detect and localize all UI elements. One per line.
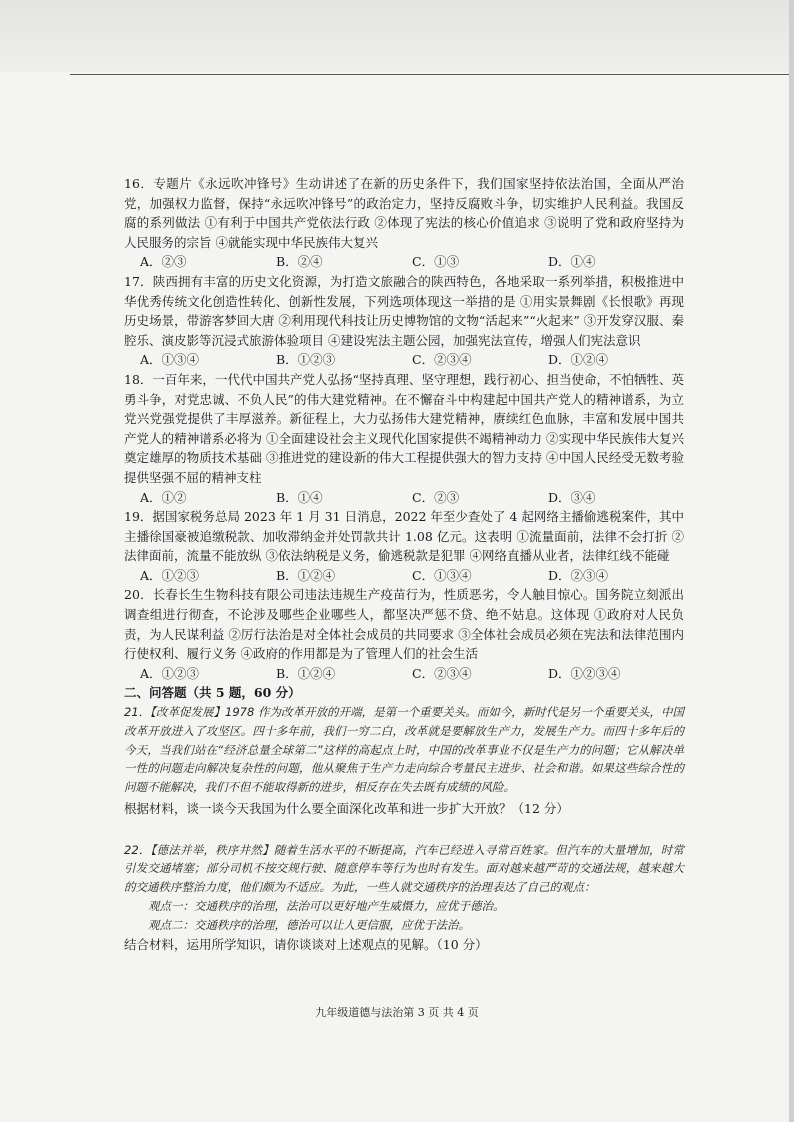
question-16-options (124, 252, 684, 272)
option-a: A．②③ (140, 254, 187, 270)
viewpoint-two: 观点二：交通秩序的治理，德治可以让人更信服，应优于法治。 (148, 917, 470, 932)
option-a: A．①③④ (140, 352, 200, 368)
question-21 (124, 703, 684, 819)
viewpoint-one: 观点一：交通秩序的治理，法治可以更好地产生威慑力，应优于德治。 (148, 899, 505, 913)
question-18-options (124, 488, 684, 508)
scan-edge-line (70, 74, 794, 75)
option-b: B．②④ (276, 254, 323, 270)
option-b: B．①②④ (276, 567, 336, 583)
option-a: A．①②③ (140, 665, 200, 681)
option-c: C．①③ (412, 254, 460, 270)
answer-space (124, 819, 684, 841)
option-d: D．②③④ (548, 567, 609, 583)
question-20 (124, 585, 684, 683)
option-d: D．③④ (548, 489, 596, 505)
option-b: B．①②③ (276, 352, 336, 368)
question-20-options (124, 664, 684, 684)
question-17 (124, 272, 684, 370)
option-c: C．①③④ (412, 567, 472, 583)
question-16-text: 16．专题片《永远吹冲锋号》生动讲述了在新的历史条件下，我们国家坚持依法治国，全面从严治党，加强权力监督，保持“永远吹冲锋号”的政治定力，坚持反腐败斗争，切实维护人民利益。我国反腐的系列做法 ①有利于中国共产党依法行政 ②体现了宪法的核心价值追求 ③说明了党和政府坚持为人民服务的宗旨 ④就能实现中华民族伟大复兴 (124, 176, 684, 250)
page-footer: 九年级道德与法治第 3 页 共 4 页 (315, 1006, 479, 1019)
question-22 (124, 841, 684, 955)
option-d: D．①②③④ (548, 665, 621, 681)
question-17-options (124, 350, 684, 370)
option-c: C．②③ (412, 489, 460, 505)
option-d: D．①④ (548, 254, 596, 270)
question-22-prompt: 结合材料，运用所学知识，请你谈谈对上述观点的见解。（10 分） (124, 936, 488, 952)
question-21-material: 21．【改革促发展】1978 作为改革开放的开端，是第一个重要关头。而如今，新时代是另一个重要关头，中国改革开放进入了攻坚区。四十多年前，我们一穷二白，改革就是要解放生产力，发展生产力。而四十多年后的今天，当我们站在“经济总量全球第二”这样的高起点上时，中国的改革事业不仅是生产力的问题；它从解决单一性的问题走向解决复杂性的问题，他从聚焦于生产力走向综合考量民主进步、社会和谐。如果这些综合性的问题不能解决，我们不但不能取得新的进步，相反存在失去既有成绩的风险。 (124, 705, 684, 795)
option-a: A．①②③ (140, 567, 200, 583)
scan-shadow-top (0, 0, 794, 72)
section-title: 二、问答题（共 5 题，60 分） (124, 685, 301, 701)
question-19 (124, 507, 684, 585)
question-16 (124, 174, 684, 272)
question-18-text: 18．一百年来，一代代中国共产党人弘扬“坚持真理、坚守理想，践行初心、担当使命，不怕牺牲、英勇斗争，对党忠诚、不负人民”的伟大建党精神。在不懈奋斗中构建起中国共产党人的精神谱系，为立党兴党强党提供了丰厚滋养。新征程上，大力弘扬伟大建党精神，赓续红色血脉，丰富和发展中国共产党人的精神谱系必将为 ①全面建设社会主义现代化国家提供不竭精神动力 ②实现中华民族伟大复兴奠定雄厚的物质技术基础 ③推进党的建设新的伟大工程提供强大的智力支持 ④中国人民经受无数考验提供坚强不屈的精神支柱 (124, 371, 684, 485)
scan-shadow-right (789, 0, 794, 1122)
question-19-options (124, 566, 684, 586)
question-22-material: 22．【德法并举，秩序井然】随着生活水平的不断提高，汽车已经进入寻常百姓家。但汽车的大量增加，时常引发交通堵塞；部分司机不按交规行驶、随意停车等行为也时有发生。面对越来越严苛的交通法规，越来越大的交通秩序整治力度，他们颇为不适应。为此，一些人就交通秩序的治理表达了自己的观点： (124, 842, 684, 895)
option-b: B．①④ (276, 489, 323, 505)
exam-content (124, 174, 684, 954)
option-c: C．②③④ (412, 352, 472, 368)
question-21-prompt: 根据材料，谈一谈今天我国为什么要全面深化改革和进一步扩大开放？（12 分） (124, 801, 569, 817)
question-17-text: 17．陕西拥有丰富的历史文化资源，为打造文旅融合的陕西特色，各地采取一系列举措，积极推进中华优秀传统文化创造性转化、创新性发展，下列选项体现这一举措的是 ①用实景舞剧《长恨歌》再现历史场景，带游客梦回大唐 ②利用现代科技让历史博物馆的文物“活起来”“火起来” ③开发穿汉服、秦腔乐、演皮影等沉浸式旅游体验项目 ④建设宪法主题公园，加强宪法宣传，增强人们宪法意识 (124, 273, 684, 348)
option-b: B．①②④ (276, 665, 336, 681)
question-18 (124, 370, 684, 507)
option-d: D．①②④ (548, 352, 609, 368)
question-20-text: 20．长春长生生物科技有限公司违法违规生产疫苗行为，性质恶劣，令人触目惊心。国务院立刻派出调查组进行彻查，不论涉及哪些企业哪些人，都坚决严惩不贷、绝不姑息。这体现 ①政府对人民负责，为人民谋利益 ②厉行法治是对全体社会成员的共同要求 ③全体社会成员必须在宪法和法律范围内行使权利、履行义务 ④政府的作用都是为了管理人们的社会生活 (124, 587, 684, 662)
option-a: A．①② (140, 489, 187, 505)
option-c: C．②③④ (412, 665, 472, 681)
question-19-text: 19．据国家税务总局 2023 年 1 月 31 日消息，2022 年至少查处了 4 起网络主播偷逃税案件，其中主播徐国豪被追缴税款、加收滞纳金并处罚款共计 1.08 亿元。这表明 ①流量面前，法律不会打折 ②法律面前，流量不能放纵 ③依法纳税是义务，偷逃税款是犯罪 ④网络直播从业者，法律红线不能碰 (124, 509, 684, 564)
